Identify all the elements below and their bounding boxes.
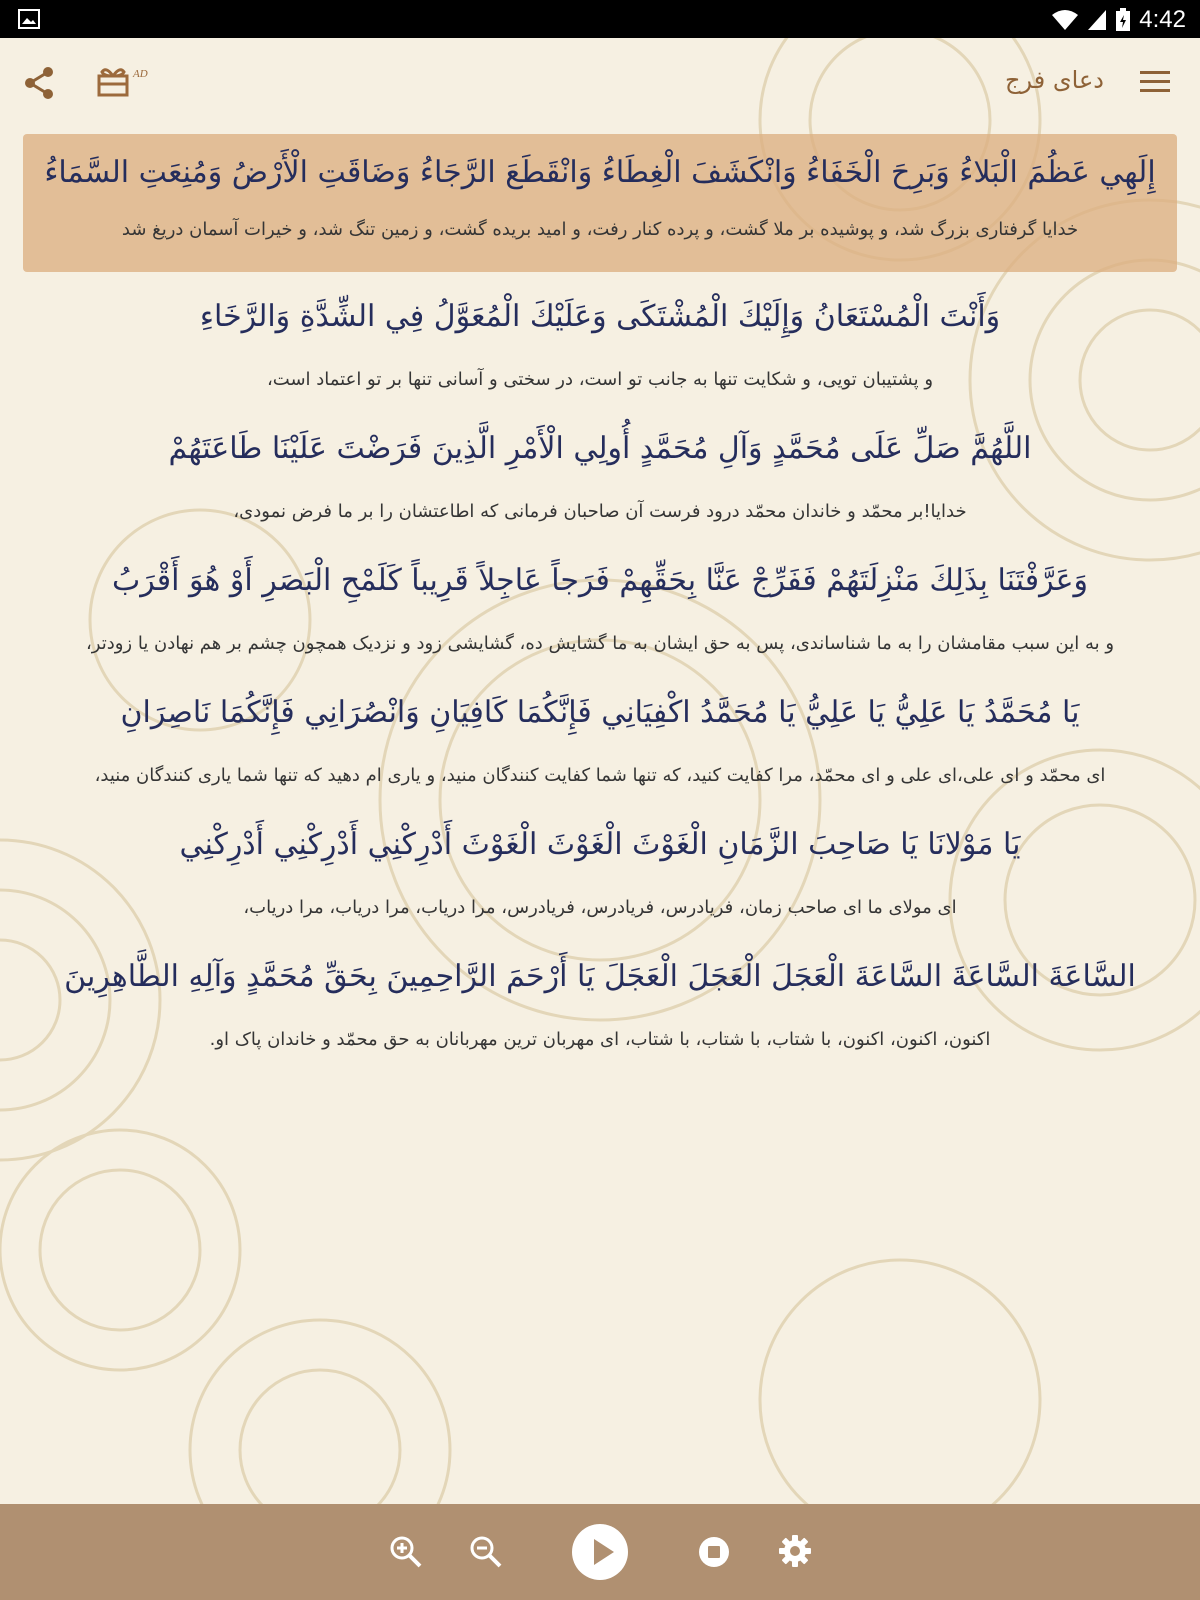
verse-block[interactable] [0, 822, 1200, 924]
wifi-icon [1051, 9, 1079, 31]
verse-block[interactable] [0, 558, 1200, 660]
status-bar [0, 0, 1200, 38]
ad-badge: AD [133, 68, 148, 80]
arabic-verse: يَا مَوْلانَا يَا صَاحِبَ الزَّمَانِ الْغَوْثَ الْغَوْثَ الْغَوْثَ أَدْرِكْنِي أَدْرِكْنِي أَدْرِكْنِي [179, 827, 1021, 862]
signal-icon [1087, 9, 1107, 31]
share-icon[interactable] [22, 66, 56, 100]
verse-block[interactable] [23, 134, 1177, 272]
verse-block[interactable] [0, 426, 1200, 528]
gift-ad-icon[interactable] [96, 64, 130, 98]
settings-icon[interactable] [778, 1534, 812, 1568]
persian-translation: و به این سبب مقامشان را به ما شناساندی، پس به حق ایشان به ما گشایش ده، گشایشی زود و نزدیک همچون چشم بر هم نهادن یا زودتر، [85, 633, 1115, 654]
arabic-verse: وَعَرَّفْتَنَا بِذَلِكَ مَنْزِلَتَهُمْ فَفَرِّجْ عَنَّا بِحَقِّهِمْ فَرَجاً عَاجِلاً قَرِيباً كَلَمْحِ الْبَصَرِ أَوْ هُوَ أَقْرَبُ [111, 563, 1089, 598]
stop-icon[interactable] [698, 1536, 730, 1568]
image-icon [18, 9, 40, 29]
verse-block[interactable] [0, 690, 1200, 792]
battery-icon [1115, 8, 1131, 32]
zoom-out-icon[interactable] [468, 1534, 504, 1570]
arabic-verse: اللَّهُمَّ صَلِّ عَلَى مُحَمَّدٍ وَآلِ مُحَمَّدٍ أُولِي الْأَمْرِ الَّذِينَ فَرَضْتَ عَلَيْنَا طَاعَتَهُمْ [168, 431, 1032, 466]
arabic-verse: السَّاعَةَ السَّاعَةَ السَّاعَةَ الْعَجَلَ الْعَجَلَ الْعَجَلَ يَا أَرْحَمَ الرَّاحِمِينَ بِحَقِّ مُحَمَّدٍ وَآلِهِ الطَّاهِرِينَ [64, 959, 1136, 994]
prayer-text [0, 130, 1200, 1500]
persian-translation: ای مولای ما ای صاحب زمان، فریادرس، فریادرس، فریادرس، مرا دریاب، مرا دریاب، مرا دریاب، [243, 897, 957, 918]
menu-icon[interactable] [1140, 70, 1170, 94]
page-title: دعای فرج [1005, 66, 1104, 94]
persian-translation: خدایا گرفتاری بزرگ شد، و پوشیده بر ملا گشت، و پرده کنار رفت، و امید بریده گشت، و زمین تنگ شد، و خیرات آسمان دریغ شد [121, 219, 1079, 240]
persian-translation: و پشتیبان تویی، و شکایت تنها به جانب تو است، در سختی و آسانی تنها بر تو اعتماد است، [266, 369, 934, 390]
arabic-verse: وَأَنْتَ الْمُسْتَعَانُ وَإِلَيْكَ الْمُشْتَكَى وَعَلَيْكَ الْمُعَوَّلُ فِي الشِّدَّةِ وَالرَّخَاءِ [199, 299, 1001, 334]
play-icon[interactable] [570, 1522, 630, 1582]
audio-controls [0, 1504, 1200, 1600]
persian-translation: خدایا!بر محمّد و خاندان محمّد درود فرست آن صاحبان فرمانی که اطاعتشان را بر ما فرض نمودی، [233, 501, 967, 522]
status-time: 4:42 [1139, 6, 1186, 33]
arabic-verse: يَا مُحَمَّدُ يَا عَلِيُّ يَا عَلِيُّ يَا مُحَمَّدُ اكْفِيَانِي فَإِنَّكُمَا كَافِيَانِ وَانْصُرَانِي فَإِنَّكُمَا نَاصِرَانِ [120, 695, 1080, 730]
persian-translation: ای محمّد و ای علی،ای علی و ای محمّد، مرا کفایت کنید، که تنها شما کفایت کنندگان منید، و یاری ام دهید که تنها شما یاری کنندگان منید، [94, 765, 1106, 786]
verse-block[interactable] [0, 294, 1200, 396]
app-bar [0, 38, 1200, 130]
persian-translation: اکنون، اکنون، اکنون، با شتاب، با شتاب، با شتاب، ای مهربان ترین مهربانان به حق محمّد و خاندان پاک او. [209, 1029, 991, 1050]
verse-block[interactable] [0, 954, 1200, 1056]
zoom-in-icon[interactable] [388, 1534, 424, 1570]
arabic-verse: إِلَهِي عَظُمَ الْبَلاءُ وَبَرِحَ الْخَفَاءُ وَانْكَشَفَ الْغِطَاءُ وَانْقَطَعَ الرَّجَاءُ وَضَاقَتِ الْأَرْضُ وَمُنِعَتِ السَّمَاءُ [44, 155, 1156, 190]
